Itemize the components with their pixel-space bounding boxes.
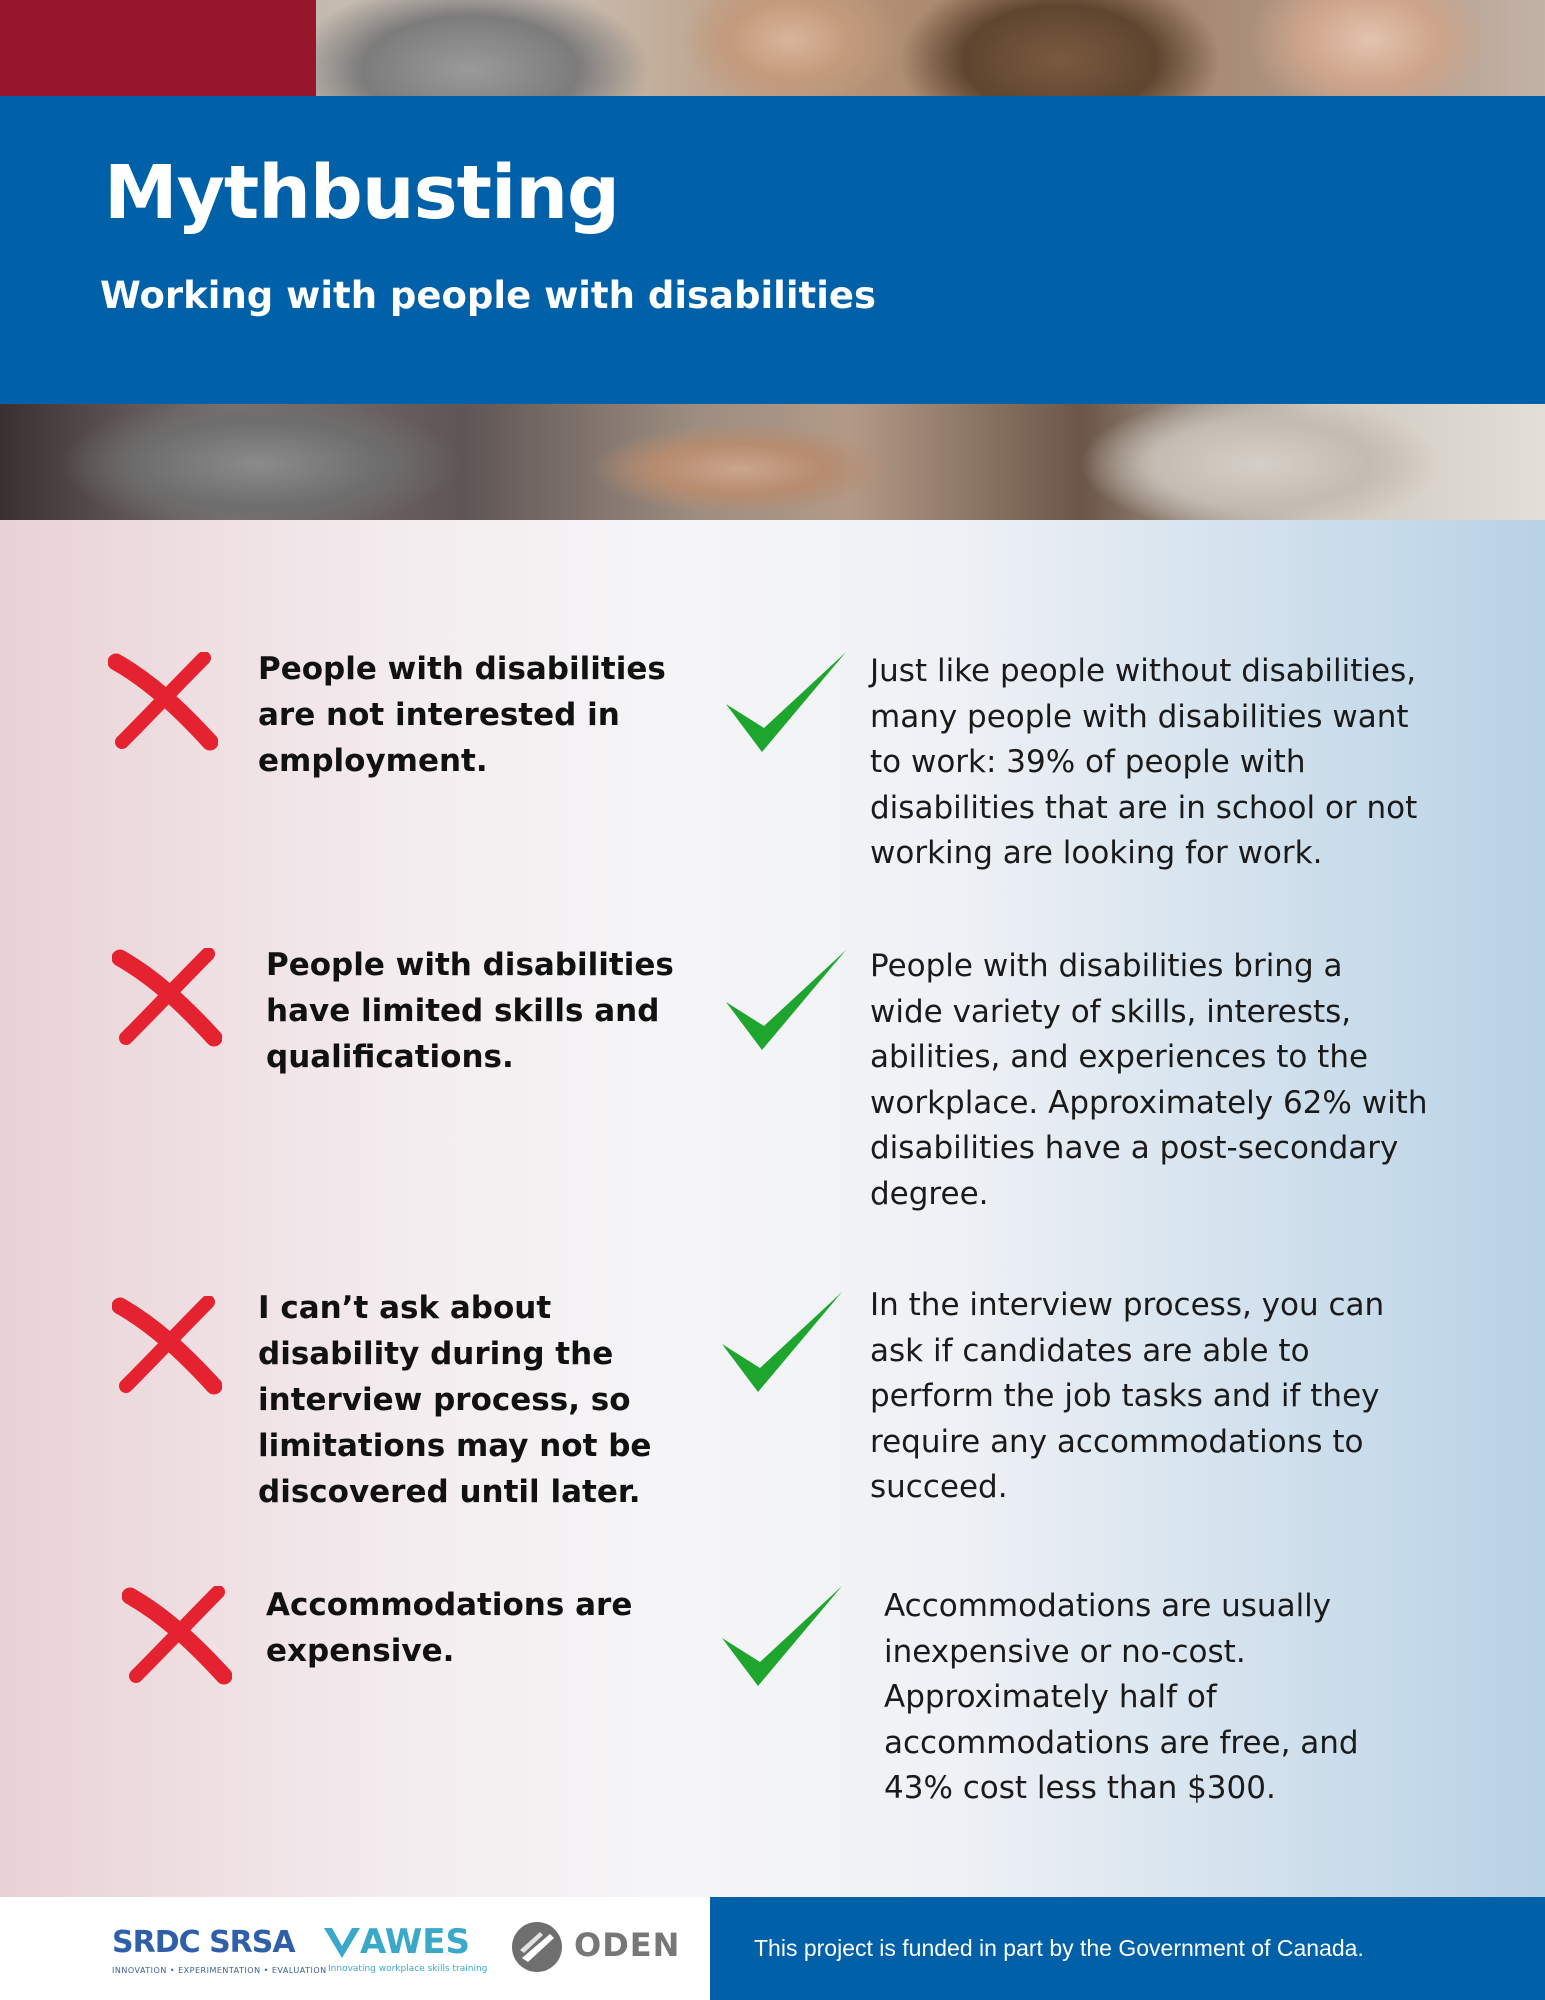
cross-icon	[122, 1586, 232, 1686]
check-icon	[720, 944, 852, 1056]
fact-text-4: Accommodations are usually inexpensive or no-cost. Approximately half of accommodations are free, and 43% cost less than $300.	[884, 1588, 1359, 1806]
fact-text-2: People with disabilities bring a wide variety of skills, interests, abilities, and experiences to the workplace. Approximately 62% with disabilities have a post-secondary degree.	[870, 948, 1428, 1212]
fact-text-1: Just like people without disabilities, many people with disabilities want to work: 39% of people with disabilities that are in school or not working are looking for work.	[870, 653, 1418, 871]
page-subtitle: Working with people with disabilities	[100, 274, 877, 317]
check-icon	[716, 1580, 848, 1692]
awes-logo: AWES	[360, 1922, 471, 1962]
myth-text-2: People with disabilities have limited skills and qualifications.	[266, 947, 674, 1075]
srdc-logo: SRDC SRSA	[112, 1925, 295, 1960]
fact-text-3: In the interview process, you can ask if candidates are able to perform the job tasks and if they require any accommodations to succeed.	[870, 1287, 1385, 1505]
cross-icon	[112, 1296, 222, 1396]
myth-text-4: Accommodations are expensive.	[266, 1587, 633, 1669]
hero-photo-bottom	[0, 404, 1545, 520]
oden-logo: ODEN	[574, 1926, 681, 1964]
awes-logo-tagline: Innovating workplace skills training	[328, 1964, 488, 1974]
srdc-logo-tagline: INNOVATION • EXPERIMENTATION • EVALUATION	[112, 1966, 327, 1975]
cross-icon	[112, 948, 222, 1048]
check-icon	[716, 1286, 848, 1398]
funding-notice: This project is funded in part by the Government of Canada.	[754, 1935, 1364, 1961]
oden-logo-mark	[510, 1920, 564, 1974]
cross-icon	[108, 652, 218, 752]
myth-text-3: I can’t ask about disability during the interview process, so limitations may not be discovered until later.	[258, 1290, 652, 1510]
accent-tab	[0, 0, 316, 100]
check-icon	[720, 646, 852, 758]
myth-text-1: People with disabilities are not interested in employment.	[258, 651, 666, 779]
page-title: Mythbusting	[104, 150, 620, 236]
awes-logo-mark	[322, 1926, 362, 1960]
header-band	[0, 96, 1545, 404]
